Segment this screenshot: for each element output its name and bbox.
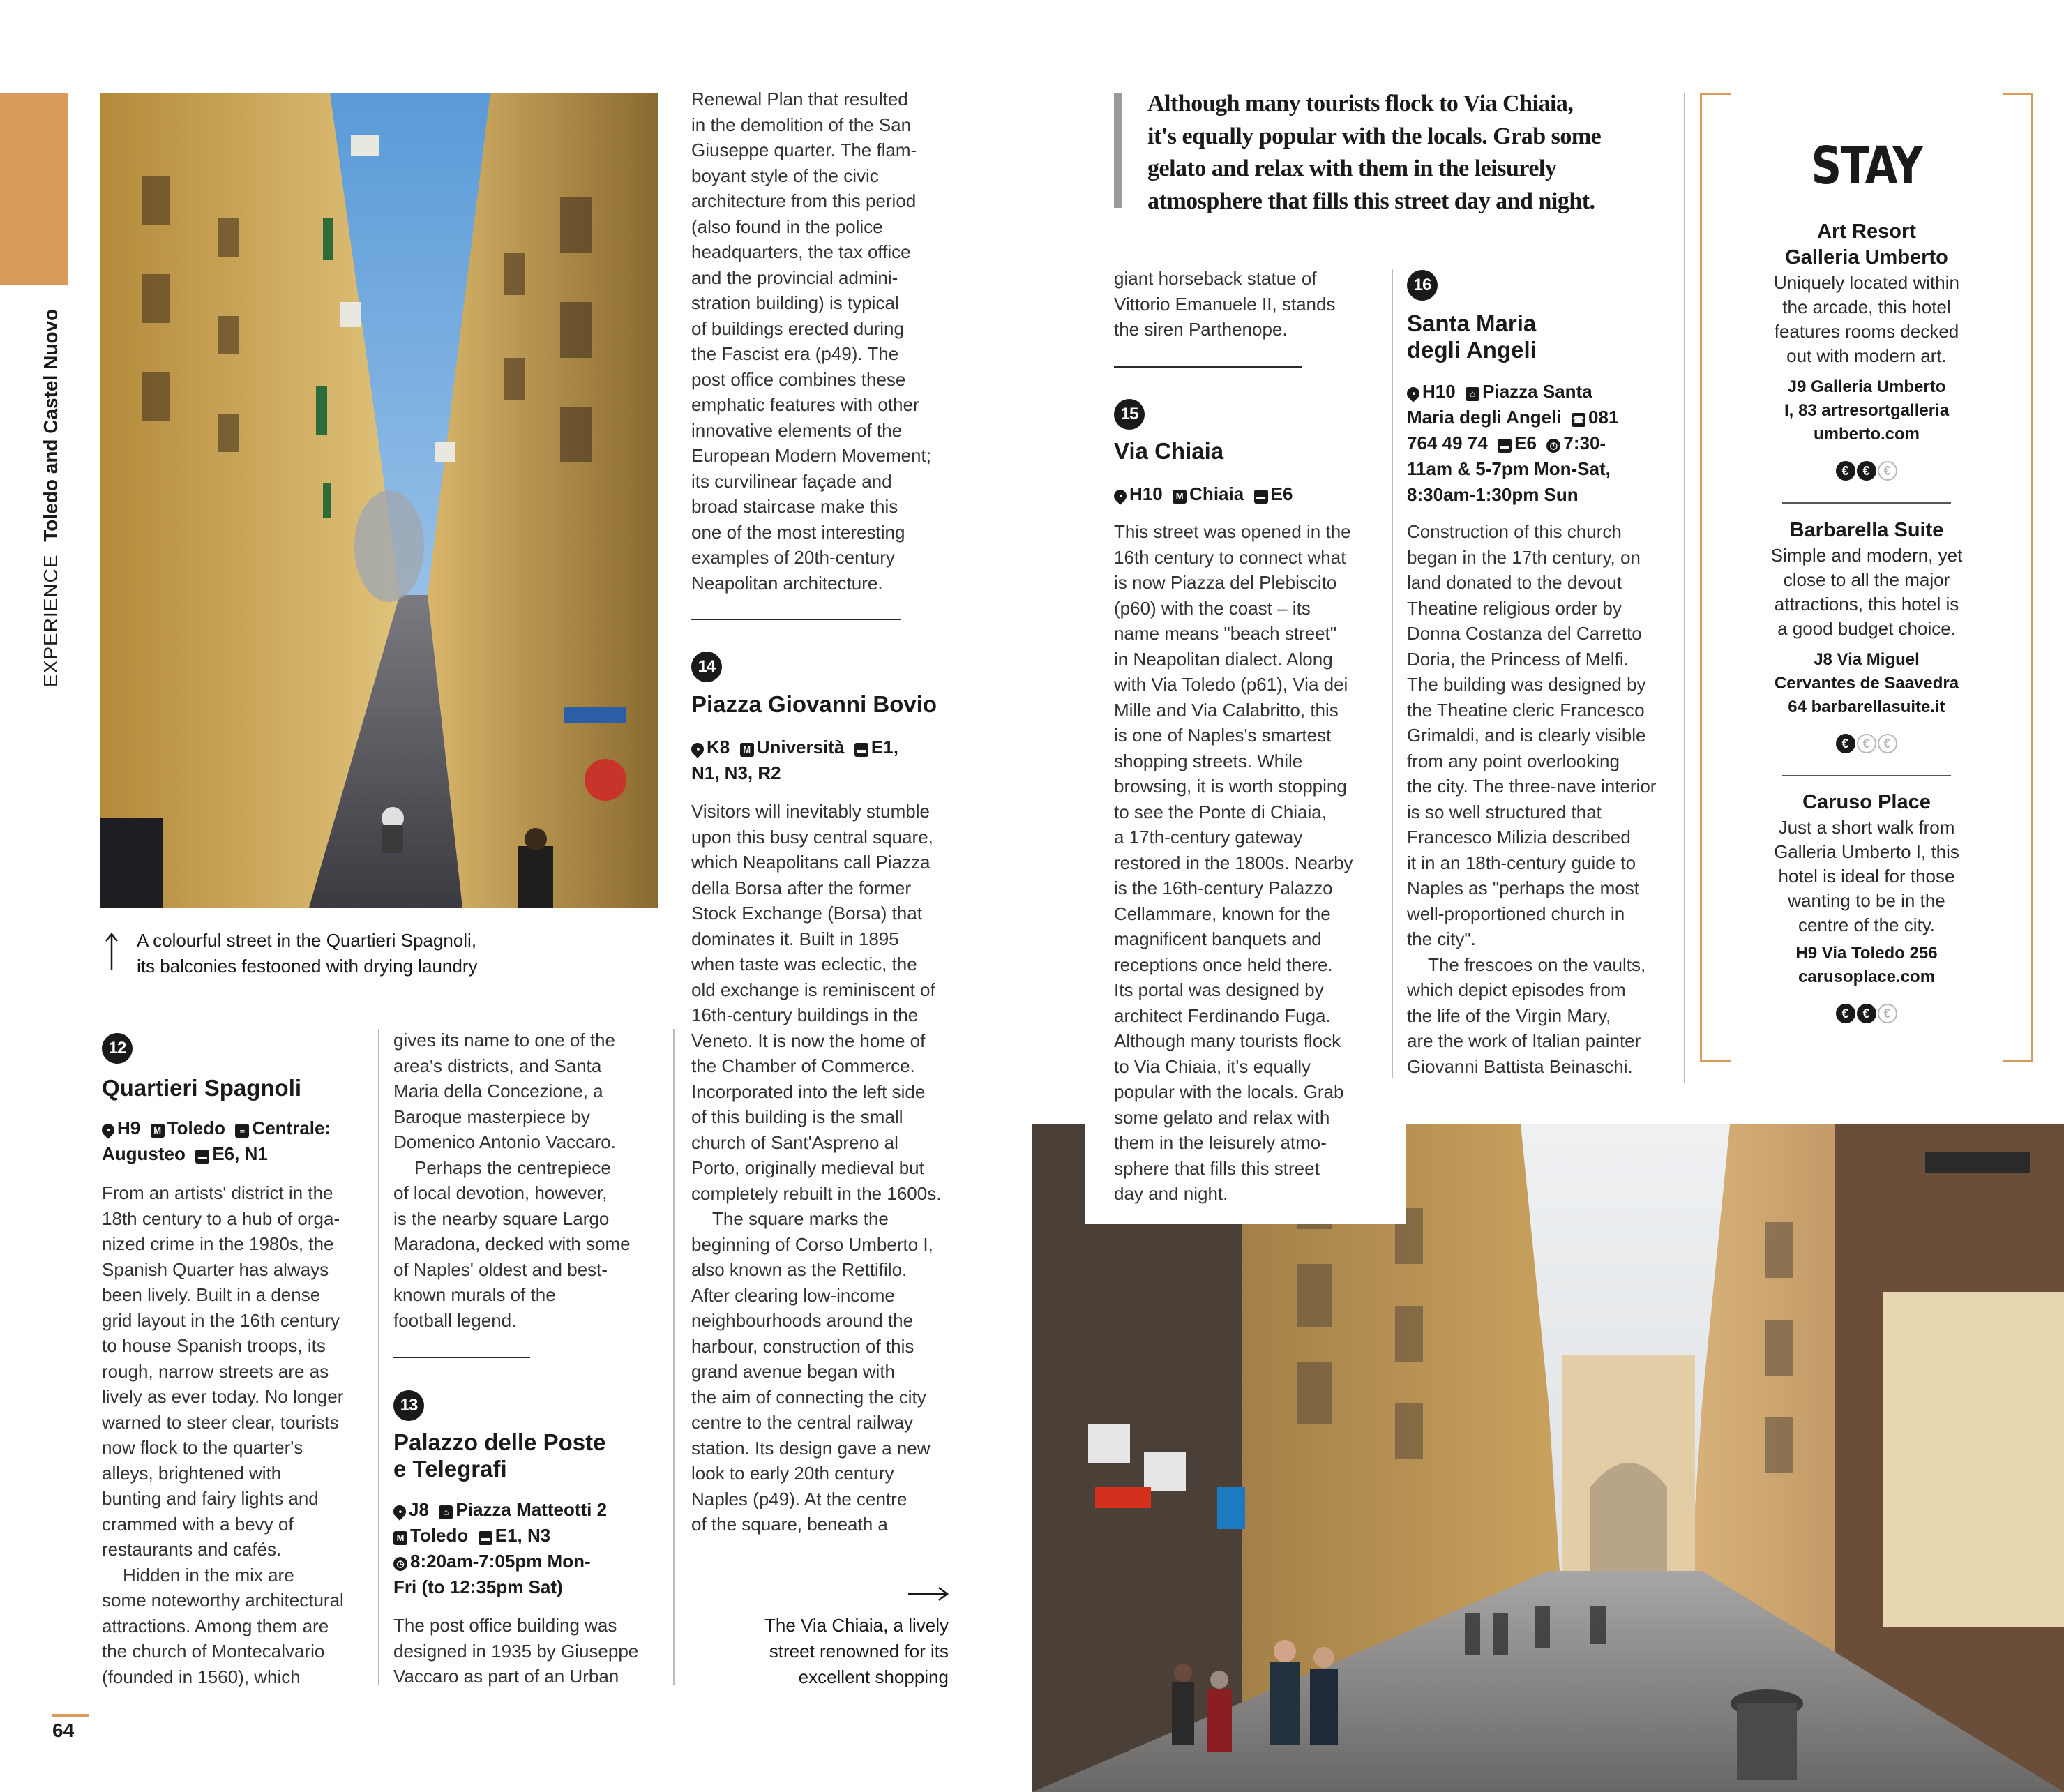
entry-16-hours-line3: 8:30am-1:30pm Sun xyxy=(1407,484,1579,505)
info-line: I, 83 artresortgalleria xyxy=(1784,401,1950,420)
info-line: H9 Via Toledo 256 xyxy=(1795,944,1938,963)
text-line: Its portal was designed by xyxy=(1114,979,1324,1000)
entry-13-hours-line2: Fri (to 12:35pm Sat) xyxy=(393,1576,563,1597)
text-line: Cellammare, known for the xyxy=(1114,903,1331,924)
entry-16-address-line2: Maria degli Angeli xyxy=(1407,407,1562,428)
entry-14-title: Piazza Giovanni Bovio xyxy=(691,691,937,717)
entry-14-metro: Università xyxy=(756,737,845,758)
text-line: and the provincial admini- xyxy=(691,266,898,288)
sidebar-section: EXPERIENCE xyxy=(40,554,61,687)
photo1-caption xyxy=(137,928,625,979)
desc-line: attractions, this hotel is xyxy=(1774,594,1959,615)
text-line: the city. The three-nave interior xyxy=(1407,776,1657,797)
pullquote xyxy=(1147,88,1692,218)
text-line: its curvilinear façade and xyxy=(691,470,892,492)
text-line: station. Its design gave a new xyxy=(691,1437,931,1459)
text-line: Giuseppe quarter. The flam- xyxy=(691,140,917,160)
text-line: them in the leisurely atmo- xyxy=(1114,1132,1327,1153)
hotel-name: Caruso Place xyxy=(1802,791,1931,813)
entry-13-title-line2: e Telegrafi xyxy=(393,1456,507,1482)
entry-12-funicular-stop: Augusteo xyxy=(102,1143,186,1164)
text-line: Hidden in the mix are xyxy=(123,1564,294,1586)
text-line: old exchange is reminiscent of xyxy=(691,979,935,1000)
bus-icon: ▬ xyxy=(854,743,868,757)
text-line: Construction of this church xyxy=(1407,521,1622,542)
text-line: which Neapolitans call Piazza xyxy=(691,852,931,873)
column-rule xyxy=(1392,269,1393,1078)
info-line: J8 Via Miguel xyxy=(1814,650,1920,669)
text-line: broad staircase make this xyxy=(691,496,898,517)
entry-15-number: 15 xyxy=(1114,399,1145,430)
pullquote-line4: atmosphere that fills this street day and night. xyxy=(1147,188,1595,214)
entry-13-grid: J8 xyxy=(409,1499,429,1520)
text-line: is one of Naples's smartest xyxy=(1114,725,1332,746)
desc-line: out with modern art. xyxy=(1786,345,1947,366)
entry-16-title-line1: Santa Maria xyxy=(1407,310,1537,336)
text-line: Giovanni Battista Beinaschi. xyxy=(1407,1055,1633,1077)
entry-16-phone-b: 764 49 74 xyxy=(1407,432,1488,453)
entry-13-bus: E1, N3 xyxy=(495,1525,551,1546)
text-line: warned to steer clear, tourists xyxy=(102,1411,339,1433)
via-chiaia-photo-illustration xyxy=(1032,1124,2064,1792)
map-pin-icon: • xyxy=(1404,384,1422,402)
entry-13-info xyxy=(393,1497,672,1600)
text-line: alleys, brightened with xyxy=(102,1462,282,1484)
entry-16-hours-a: 7:30- xyxy=(1563,432,1606,453)
text-line: football legend. xyxy=(393,1309,517,1331)
pullquote-line2: it's equally popular with the locals. Grab some xyxy=(1147,123,1602,149)
text-line: with Via Toledo (p61), Via dei xyxy=(1114,674,1348,695)
text-line: of local devotion, however, xyxy=(393,1182,608,1203)
text-line: in the demolition of the San xyxy=(691,114,912,135)
stay-frame-bottom-left xyxy=(1700,1060,1731,1062)
map-pin-icon: • xyxy=(1111,487,1129,504)
text-line: (founded in 1560), which xyxy=(102,1666,301,1687)
text-line: Vittorio Emanuele II, stands xyxy=(1114,293,1336,315)
entry-13-text xyxy=(393,1613,672,1689)
info-line: umberto.com xyxy=(1813,425,1920,444)
text-line: a 17th-century gateway xyxy=(1114,827,1303,848)
text-line: of buildings erected during xyxy=(691,317,904,339)
text-line: Grimaldi, and is clearly visible xyxy=(1407,725,1646,746)
entry-15-grid: H10 xyxy=(1129,483,1163,504)
stay-frame-right xyxy=(2031,93,2033,1062)
photo1-caption-line1: A colourful street in the Quartieri Spagnoli, xyxy=(137,930,477,951)
page-number-rule xyxy=(52,1714,89,1717)
bus-icon: ▬ xyxy=(1498,439,1512,453)
entry-16-number: 16 xyxy=(1407,270,1438,301)
entry-13-title-line1: Palazzo delle Poste xyxy=(393,1429,606,1455)
bus-icon: ▬ xyxy=(195,1150,209,1164)
text-line: Doria, the Princess of Melfi. xyxy=(1407,648,1629,670)
text-line: Veneto. It is now the home of xyxy=(691,1030,926,1051)
text-line: browsing, it is worth stopping xyxy=(1114,776,1347,797)
text-line: the life of the Virgin Mary, xyxy=(1407,1004,1611,1026)
metro-icon: M xyxy=(151,1124,165,1138)
text-line: Naples (p49). At the centre xyxy=(691,1488,907,1509)
entry-16-info xyxy=(1407,379,1686,508)
info-line: 64 barbarellasuite.it xyxy=(1788,698,1945,716)
hotel-name-line2: Galleria Umberto xyxy=(1785,246,1948,269)
text-line: of Naples' oldest and best- xyxy=(393,1258,608,1280)
text-line: are the work of Italian painter xyxy=(1407,1030,1641,1051)
sidebar-label xyxy=(37,269,65,687)
text-line: Porto, originally medieval but xyxy=(691,1157,924,1178)
hotel-name-line1: Art Resort xyxy=(1817,220,1916,243)
entry-13-title xyxy=(393,1429,605,1482)
entry-14-number: 14 xyxy=(691,652,722,682)
map-pin-icon: • xyxy=(688,740,706,758)
text-line: Maradona, decked with some xyxy=(393,1233,631,1254)
entry-16-phone-a: 081 xyxy=(1588,407,1619,428)
text-line: the Theatine cleric Francesco xyxy=(1407,699,1645,721)
text-line: Although many tourists flock xyxy=(1114,1030,1341,1051)
text-line: attractions. Among them are xyxy=(102,1615,329,1636)
text-line: giant horseback statue of xyxy=(1114,268,1317,289)
text-line: grid layout in the 16th century xyxy=(102,1309,340,1331)
entry-14-grid: K8 xyxy=(707,737,730,758)
text-line: is the nearby square Largo xyxy=(393,1207,610,1229)
text-line: area's districts, and Santa xyxy=(393,1055,602,1076)
text-line: in Neapolitan dialect. Along xyxy=(1114,648,1333,670)
entry-16-title-line2: degli Angeli xyxy=(1407,337,1537,363)
pullquote-line3: gelato and relax with them in the leisurely xyxy=(1147,156,1557,181)
text-line: Mille and Via Calabritto, this xyxy=(1114,699,1339,721)
text-line: emphatic features with other xyxy=(691,394,919,415)
price-rating xyxy=(1714,456,2019,481)
text-line: known murals of the xyxy=(393,1284,556,1305)
street-photo-illustration xyxy=(100,93,658,908)
text-line: neighbourhoods around the xyxy=(691,1310,914,1331)
entry-16-address-line1: Piazza Santa xyxy=(1482,381,1592,402)
text-line: of this building is the small xyxy=(691,1106,903,1127)
desc-line: hotel is ideal for those xyxy=(1778,866,1955,887)
entry-12-title: Quartieri Spagnoli xyxy=(102,1075,302,1101)
text-line: Domenico Antonio Vaccaro. xyxy=(393,1131,616,1152)
entry-12-info xyxy=(102,1115,381,1167)
text-line: one of the most interesting xyxy=(691,521,905,543)
hotel-divider xyxy=(1782,775,1951,776)
desc-line: Uniquely located within xyxy=(1774,272,1959,293)
euro-icon: € xyxy=(1836,1004,1855,1023)
text-line: to Via Chiaia, it's equally xyxy=(1114,1055,1311,1077)
stay-frame-bottom-right xyxy=(2003,1060,2033,1062)
text-line: upon this busy central square, xyxy=(691,826,933,848)
desc-line: Galleria Umberto I, this xyxy=(1774,841,1959,862)
text-line: Neapolitan architecture. xyxy=(691,572,883,594)
hotel-desc xyxy=(1714,543,2019,641)
text-line: The post office building was xyxy=(393,1615,617,1636)
photo2-caption-line1: The Via Chiaia, a lively xyxy=(764,1615,949,1636)
caption-arrow-right-icon xyxy=(907,1586,950,1602)
text-line: Renewal Plan that resulted xyxy=(691,89,908,110)
text-line: Theatine religious order by xyxy=(1407,597,1622,619)
text-line: Vaccaro as part of an Urban xyxy=(393,1666,619,1687)
entry-13-address: Piazza Matteotti 2 xyxy=(455,1499,608,1520)
pullquote-bar xyxy=(1114,93,1122,208)
text-line: land donated to the devout xyxy=(1407,572,1622,593)
desc-line: centre of the city. xyxy=(1798,914,1936,935)
text-line: some noteworthy architectural xyxy=(102,1590,344,1611)
text-line: designed in 1935 by Giuseppe xyxy=(393,1640,639,1662)
entry-16-grid: H10 xyxy=(1422,381,1456,402)
text-line: is so well structured that xyxy=(1407,801,1602,822)
entry-13-text-continued xyxy=(691,86,970,596)
text-line: From an artists' district in the xyxy=(102,1182,333,1203)
entry-12-number: 12 xyxy=(102,1033,133,1064)
text-line: is now Piazza del Plebiscito xyxy=(1114,572,1337,593)
desc-line: close to all the major xyxy=(1783,569,1950,590)
text-line: Donna Costanza del Carretto xyxy=(1407,623,1642,644)
column-rule xyxy=(378,1029,379,1685)
text-line: popular with the locals. Grab xyxy=(1114,1081,1344,1102)
text-line: name means "beach street" xyxy=(1114,623,1337,644)
hotel-desc xyxy=(1714,815,2019,938)
text-line: magnificent banquets and xyxy=(1114,928,1322,949)
hotel-info xyxy=(1714,648,2019,719)
text-line: began in the 17th century, on xyxy=(1407,546,1641,568)
sidebar-area: Toledo and Castel Nuovo xyxy=(40,308,61,542)
entry-14-text xyxy=(691,799,977,1537)
text-line: 18th century to a hub of orga- xyxy=(102,1207,340,1229)
entry-12-funicular: Centrale: xyxy=(252,1117,331,1138)
text-line: architect Ferdinando Fuga. xyxy=(1114,1004,1331,1026)
text-line: the aim of connecting the city xyxy=(691,1386,926,1408)
text-line: rough, narrow streets are as xyxy=(102,1360,329,1382)
price-rating xyxy=(1714,729,2019,754)
text-line: centre to the central railway xyxy=(691,1412,913,1433)
funicular-icon: ≡ xyxy=(235,1124,249,1138)
text-line: is the 16th-century Palazzo xyxy=(1114,878,1333,898)
info-line: J9 Galleria Umberto xyxy=(1787,377,1946,396)
text-line: 16th century to connect what xyxy=(1114,546,1346,568)
text-line: beginning of Corso Umberto I, xyxy=(691,1233,933,1255)
hotel-art-resort xyxy=(1714,219,2019,481)
entry-15-info xyxy=(1114,481,1393,507)
map-pin-icon: • xyxy=(99,1121,116,1138)
text-line: Spanish Quarter has always xyxy=(102,1258,329,1280)
section-divider xyxy=(393,1357,530,1358)
pullquote-line1: Although many tourists flock to Via Chiaia, xyxy=(1147,91,1574,116)
bus-icon: ▬ xyxy=(1254,490,1268,504)
stay-frame-top-right xyxy=(2003,93,2033,95)
section-divider xyxy=(691,619,901,620)
text-line: the city". xyxy=(1407,928,1476,949)
page-number: 64 xyxy=(52,1719,75,1741)
stay-heading: STAY xyxy=(1811,136,1922,196)
hotel-desc xyxy=(1714,271,2019,368)
text-line: receptions once held there. xyxy=(1114,954,1333,975)
text-line: to see the Ponte di Chiaia, xyxy=(1114,801,1327,822)
hotel-info xyxy=(1714,942,2019,989)
stay-box xyxy=(1700,93,2033,1062)
text-line: Stock Exchange (Borsa) that xyxy=(691,903,922,924)
text-line: the Fascist era (p49). The xyxy=(691,343,899,364)
photo-via-chiaia xyxy=(1032,1124,2064,1792)
text-line: restaurants and cafés. xyxy=(102,1539,282,1560)
map-pin-icon: • xyxy=(391,1503,408,1520)
photo-quartieri-spagnoli xyxy=(100,93,658,908)
euro-icon: € xyxy=(1878,1004,1897,1023)
entry-13-hours-line1: 8:20am-7:05pm Mon- xyxy=(410,1551,591,1572)
phone-icon: ☎ xyxy=(1572,413,1585,427)
text-line: nized crime in the 1980s, the xyxy=(102,1233,334,1254)
entry-12-text-col2 xyxy=(393,1027,672,1333)
price-rating xyxy=(1714,999,2019,1024)
entry-12-grid: H9 xyxy=(117,1117,141,1138)
euro-icon: € xyxy=(1878,734,1897,753)
desc-line: features rooms decked xyxy=(1774,321,1959,342)
text-line: the Chamber of Commerce. xyxy=(691,1055,915,1076)
text-line: innovative elements of the xyxy=(691,419,903,441)
entry-15-text xyxy=(1114,519,1400,1207)
text-line: church of Sant'Aspreno al xyxy=(691,1131,898,1153)
address-icon: ⌂ xyxy=(1466,387,1479,401)
text-line: headquarters, the tax office xyxy=(691,241,911,262)
entry-16-title xyxy=(1407,310,1537,363)
text-line: also known as the Rettifilo. xyxy=(691,1259,907,1280)
caption-arrow-up-icon xyxy=(105,931,119,973)
photo2-caption-line2: street renowned for its xyxy=(769,1641,949,1662)
metro-icon: M xyxy=(1173,490,1187,504)
hotel-caruso-place xyxy=(1714,790,2019,1024)
entry-13-number: 13 xyxy=(393,1390,424,1421)
text-line: sphere that fills this street xyxy=(1114,1157,1320,1179)
entry-15-bus: E6 xyxy=(1270,483,1293,504)
entry-12-bus: E6, N1 xyxy=(212,1143,268,1164)
section-divider xyxy=(1114,366,1302,368)
stay-frame-top-left xyxy=(1700,93,1731,95)
text-line: dominates it. Built in 1895 xyxy=(691,928,899,949)
text-line: look to early 20th century xyxy=(691,1463,894,1484)
desc-line: the arcade, this hotel xyxy=(1782,296,1951,317)
text-line: shopping streets. While xyxy=(1114,750,1303,771)
desc-line: Just a short walk from xyxy=(1778,817,1955,838)
text-line: della Borsa after the former xyxy=(691,877,912,898)
entry-14-info xyxy=(691,735,970,786)
text-line: This street was opened in the xyxy=(1114,521,1351,542)
text-line: gives its name to one of the xyxy=(393,1030,615,1051)
text-line: architecture from this period xyxy=(691,190,917,211)
text-line: The frescoes on the vaults, xyxy=(1428,954,1646,975)
entry-16-hours-line2: 11am & 5-7pm Mon-Sat, xyxy=(1407,458,1611,479)
text-line: The building was designed by xyxy=(1407,674,1646,695)
hotel-barbarella-suite xyxy=(1714,518,2019,754)
text-line: examples of 20th-century xyxy=(691,547,895,568)
entry-13-metro: Toledo xyxy=(410,1525,469,1546)
text-line: when taste was eclectic, the xyxy=(691,954,917,974)
clock-icon: ◷ xyxy=(1546,439,1560,453)
metro-icon: M xyxy=(740,743,754,757)
text-line: well-proportioned church in xyxy=(1407,903,1625,924)
text-line: Baroque masterpiece by xyxy=(393,1106,590,1127)
text-line: crammed with a bevy of xyxy=(102,1513,294,1535)
text-line: (also found in the police xyxy=(691,216,883,237)
entry-16-bus: E6 xyxy=(1514,432,1537,453)
euro-icon: € xyxy=(1857,734,1876,753)
text-line: boyant style of the civic xyxy=(691,165,879,186)
euro-icon: € xyxy=(1836,461,1855,481)
text-line: been lively. Built in a dense xyxy=(102,1284,321,1305)
text-line: European Modern Movement; xyxy=(691,445,931,466)
text-line: (p60) with the coast – its xyxy=(1114,597,1311,619)
text-line: The square marks the xyxy=(712,1208,889,1229)
euro-icon: € xyxy=(1836,734,1855,753)
entry-15-metro: Chiaia xyxy=(1189,483,1244,504)
metro-icon: M xyxy=(393,1531,407,1545)
column-rule xyxy=(673,1029,675,1685)
desc-line: a good budget choice. xyxy=(1777,618,1956,639)
euro-icon: € xyxy=(1878,461,1897,481)
desc-line: wanting to be in the xyxy=(1788,890,1945,911)
clock-icon: ◷ xyxy=(393,1557,407,1571)
text-line: day and night. xyxy=(1114,1183,1228,1204)
entry-12-metro: Toledo xyxy=(167,1117,225,1138)
info-line: carusoplace.com xyxy=(1798,967,1936,986)
entry-16-text xyxy=(1407,519,1686,1079)
text-line: from any point overlooking xyxy=(1407,750,1620,771)
text-line: restored in the 1800s. Nearby xyxy=(1114,852,1353,873)
photo1-caption-line2: its balconies festooned with drying laundry xyxy=(137,956,478,977)
bus-icon: ▬ xyxy=(479,1531,492,1545)
photo2-caption xyxy=(691,1613,949,1690)
text-line: of the square, beneath a xyxy=(691,1514,888,1535)
text-line: it in an 18th-century guide to xyxy=(1407,852,1636,873)
text-line: Visitors will inevitably stumble xyxy=(691,801,930,822)
entry-14-bus-line1: E1, xyxy=(871,737,898,758)
address-icon: ⌂ xyxy=(439,1505,453,1519)
text-line: the siren Parthenope. xyxy=(1114,319,1288,340)
entry-14-text-continued xyxy=(1114,266,1393,342)
text-line: lively as ever today. No longer xyxy=(102,1386,344,1407)
sidebar-accent-bar xyxy=(0,93,68,285)
text-line: to house Spanish troops, its xyxy=(102,1335,326,1356)
text-line: the church of Montecalvario xyxy=(102,1641,325,1662)
text-line: Incorporated into the left side xyxy=(691,1081,926,1102)
entry-14-bus-line2: N1, N3, R2 xyxy=(691,762,781,783)
text-line: 16th-century buildings in the xyxy=(691,1004,919,1025)
column-rule xyxy=(1684,93,1685,1083)
desc-line: Simple and modern, yet xyxy=(1770,545,1963,566)
text-line: grand avenue began with xyxy=(691,1361,896,1382)
entry-12-text-col1 xyxy=(102,1180,367,1689)
text-line: bunting and fairy lights and xyxy=(102,1488,319,1509)
text-line: post office combines these xyxy=(691,368,906,390)
text-line: Perhaps the centrepiece xyxy=(414,1157,611,1178)
hotel-name: Barbarella Suite xyxy=(1789,519,1944,541)
text-line: harbour, construction of this xyxy=(691,1335,914,1357)
info-line: Cervantes de Saavedra xyxy=(1774,674,1959,693)
entry-15-title: Via Chiaia xyxy=(1114,438,1224,464)
photo2-caption-line3: excellent shopping xyxy=(798,1666,949,1687)
text-line: which depict episodes from xyxy=(1407,979,1626,1000)
hotel-divider xyxy=(1782,502,1951,504)
stay-frame-left xyxy=(1700,93,1702,1062)
text-line: completely rebuilt in the 1600s. xyxy=(691,1182,942,1204)
euro-icon: € xyxy=(1857,461,1876,481)
text-line: some gelato and relax with xyxy=(1114,1106,1330,1128)
text-line: After clearing low-income xyxy=(691,1284,895,1306)
text-line: stration building) is typical xyxy=(691,292,899,313)
hotel-info xyxy=(1714,375,2019,446)
text-line: Maria della Concezione, a xyxy=(393,1081,603,1101)
text-line: Francesco Milizia described xyxy=(1407,827,1631,848)
text-line: now flock to the quarter's xyxy=(102,1437,303,1458)
euro-icon: € xyxy=(1857,1004,1876,1023)
text-line: Naples as "perhaps the most xyxy=(1407,878,1639,898)
